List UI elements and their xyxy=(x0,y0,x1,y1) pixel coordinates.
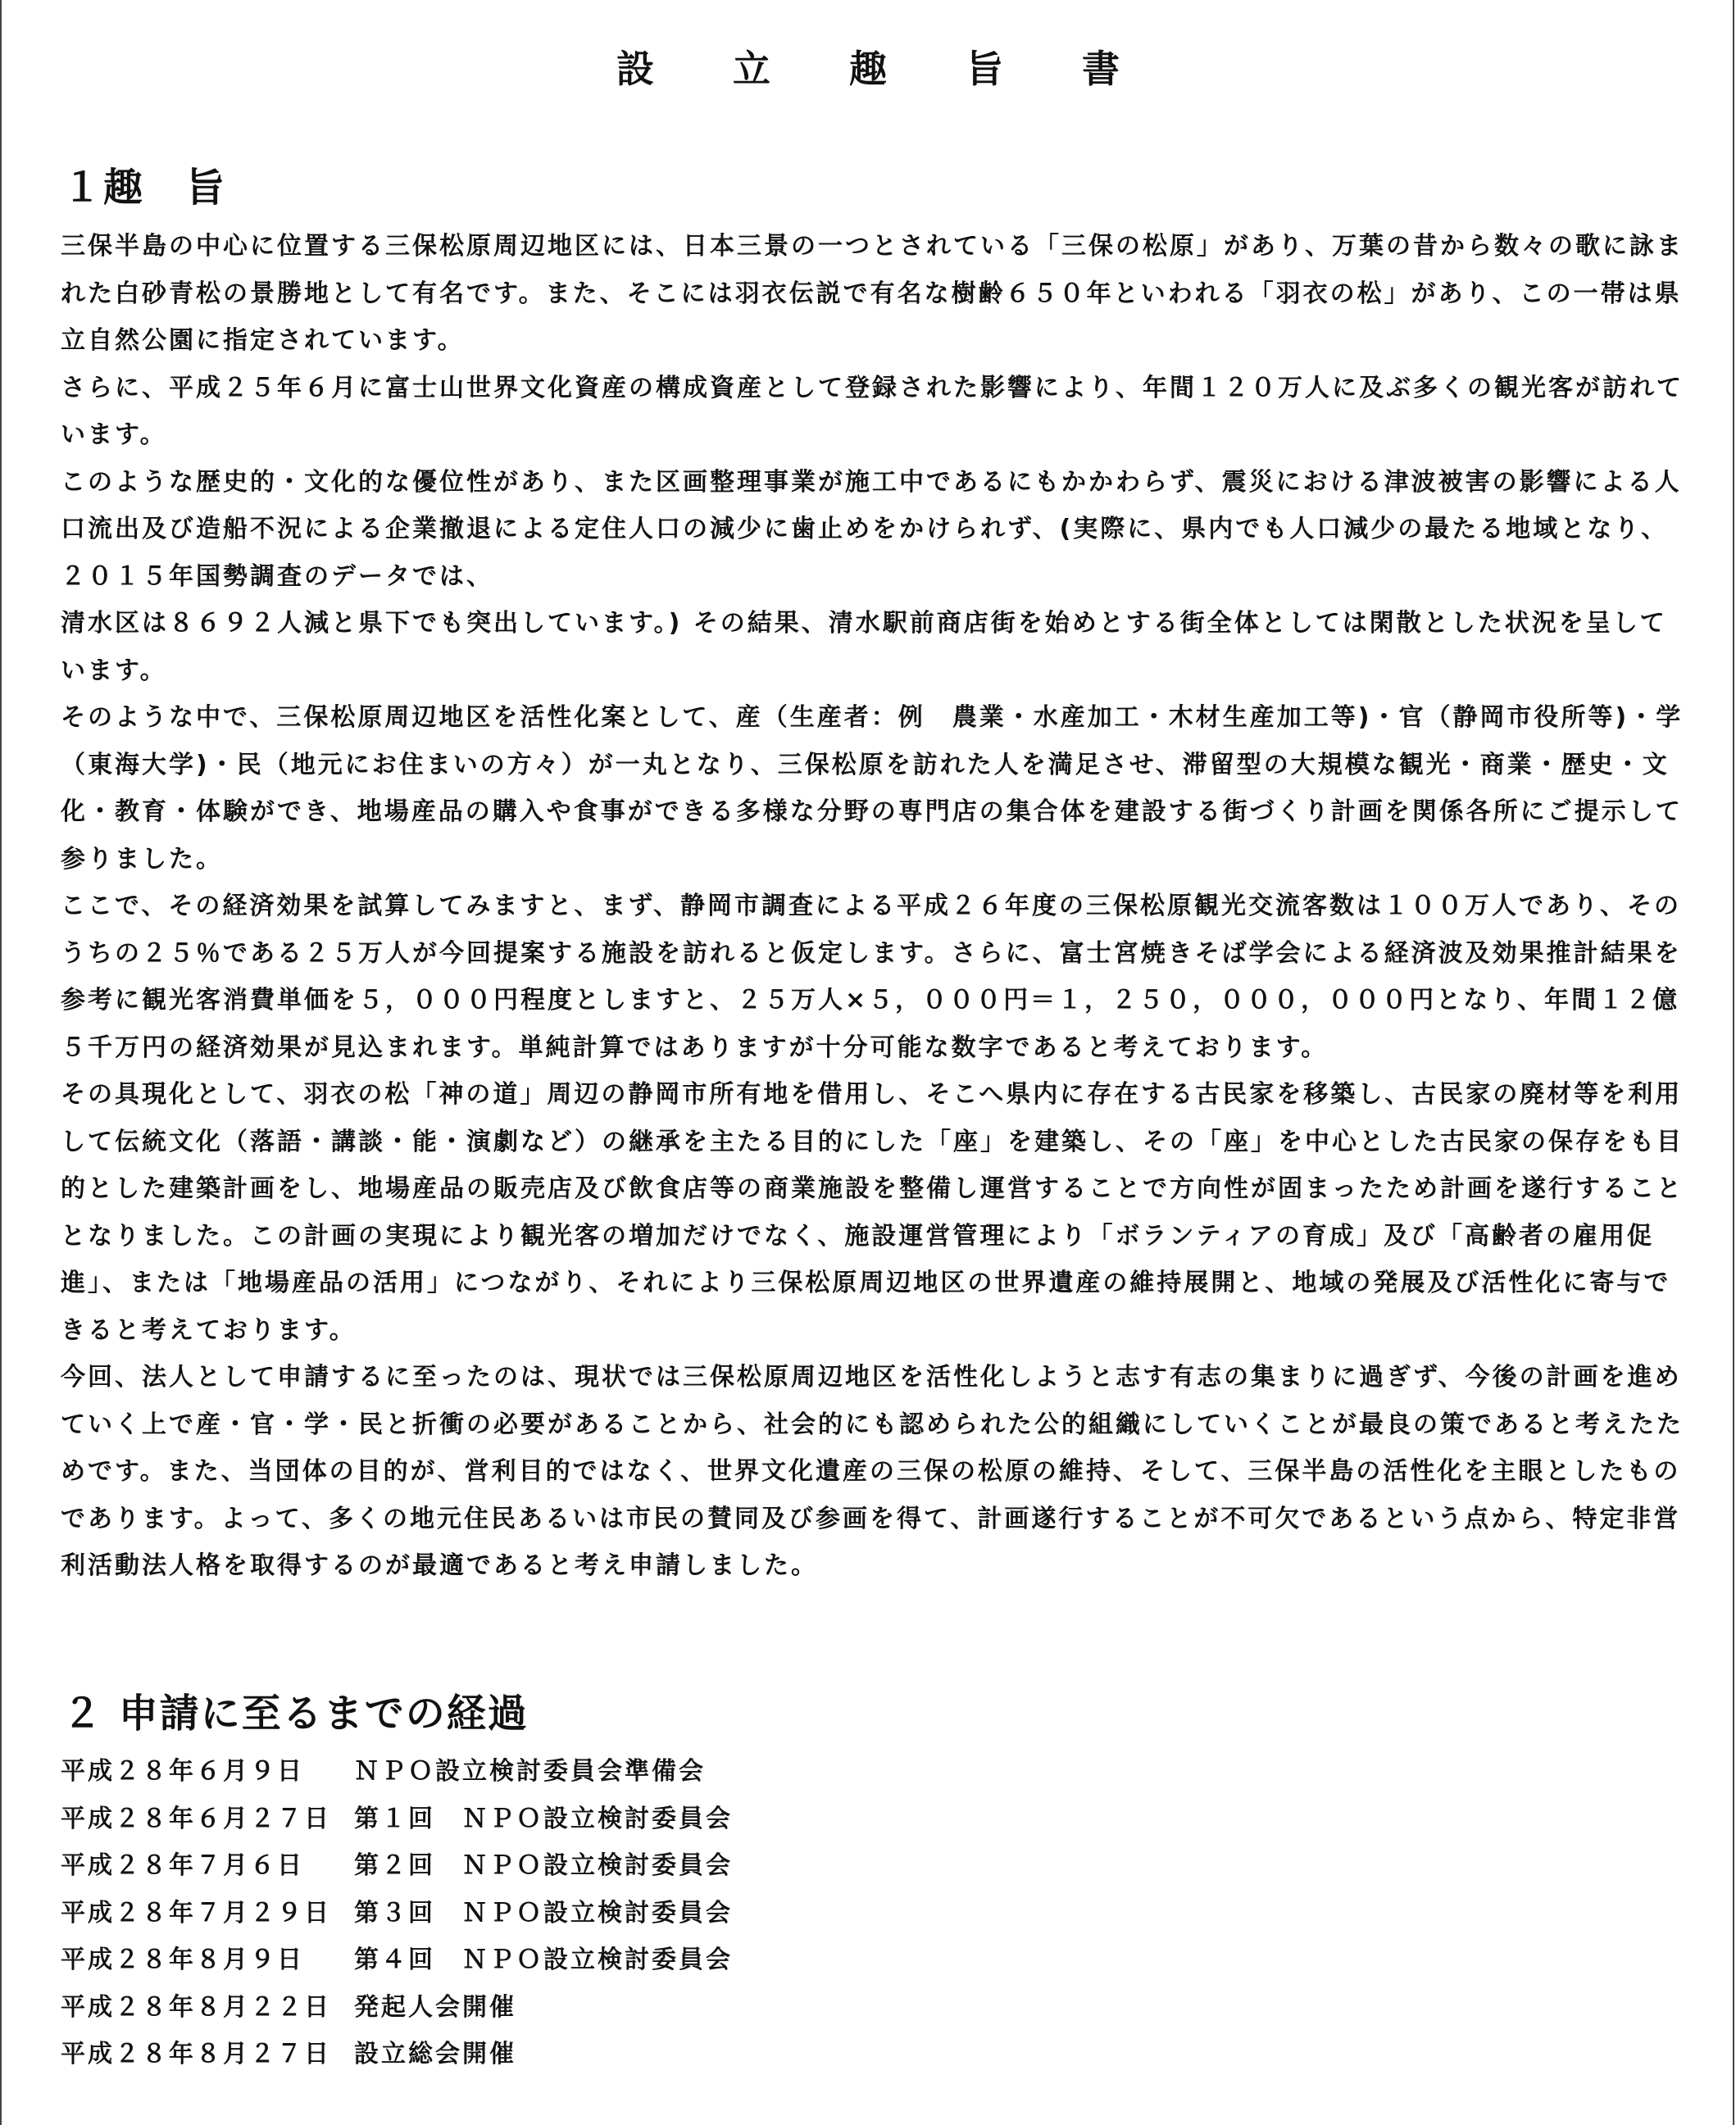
purpose-body xyxy=(61,223,1687,1590)
history-item xyxy=(61,1842,733,1890)
history-event: 第１回 ＮＰＯ設立検討委員会 xyxy=(354,1804,733,1833)
history-date: 平成２８年６月２７日 xyxy=(61,1804,331,1833)
paragraph: このような歴史的・文化的な優位性があり、また区画整理事業が施工中であるにもかかわらず、震災における津波被害の影響による人口流出及び造船不況による企業撤退による定住人口の減少に歯止めをかけられず、(実際に、県内でも人口減少の最たる地域となり、２０１５年国勢調査のデータでは、 xyxy=(61,467,1682,591)
paragraph: 清水区は８６９２人減と県下でも突出しています。) その結果、清水駅前商店街を始めとする街全体としては閑散とした状況を呈しています。 xyxy=(61,609,1667,685)
history-date: 平成２８年８月２７日 xyxy=(61,2040,331,2068)
history-date: 平成２８年６月９日 xyxy=(61,1757,304,1786)
history-date: 平成２８年７月６日 xyxy=(61,1851,304,1880)
history-event: 発起人会開催 xyxy=(354,1992,516,2022)
history-list xyxy=(61,1748,733,2078)
history-event: 第２回 ＮＰＯ設立検討委員会 xyxy=(354,1851,733,1880)
history-event: 設立総会開催 xyxy=(354,2040,516,2068)
history-item xyxy=(61,1984,733,2032)
history-item xyxy=(61,2031,733,2078)
history-item xyxy=(61,1796,733,1843)
history-item xyxy=(61,1748,733,1796)
paragraph: そのような中で、三保松原周辺地区を活性化案として、産（生産者：例 農業・水産加工・木材生産加工等)・官（静岡市役所等)・学（東海大学)・民（地元にお住まいの方々）が一丸となり、三保松原を訪れた人を満足させ、滞留型の大規模な観光・商業・歴史・文化・教育・体験ができ、地場産品の購入や食事ができる多様な分野の専門店の集合体を建設する街づくり計画を関係各所にご提示して参りました。 xyxy=(61,703,1684,874)
section-heading-purpose: １趣 旨 xyxy=(62,165,227,211)
history-item xyxy=(61,1890,733,1937)
history-event: ＮＰＯ設立検討委員会準備会 xyxy=(354,1757,706,1786)
section-heading-history: ２ 申請に至るまでの経過 xyxy=(62,1691,529,1737)
history-event: 第３回 ＮＰＯ設立検討委員会 xyxy=(354,1898,733,1927)
paragraph: さらに、平成２５年６月に富士山世界文化資産の構成資産として登録された影響により、年間１２０万人に及ぶ多くの観光客が訪れています。 xyxy=(61,373,1684,449)
history-date: 平成２８年８月２２日 xyxy=(61,1992,331,2022)
history-item xyxy=(61,1937,733,1984)
paragraph: 三保半島の中心に位置する三保松原周辺地区には、日本三景の一つとされている「三保の松原」があり、万葉の昔から数々の歌に詠まれた白砂青松の景勝地として有名です。また、そこには羽衣伝説で有名な樹齢６５０年といわれる「羽衣の松」があり、この一帯は県立自然公園に指定されています。 xyxy=(61,232,1684,355)
document-title: 設 立 趣 旨 書 xyxy=(616,47,1153,91)
paragraph: その具現化として、羽衣の松「神の道」周辺の静岡市所有地を借用し、そこへ県内に存在する古民家を移築し、古民家の廃材等を利用して伝統文化（落語・講談・能・演劇など）の継承を主たる目的にした「座」を建築し、その「座」を中心とした古民家の保存をも目的とした建築計画をし、地場産品の販売店及び飲食店等の商業施設を整備し運営することで方向性が固まったため計画を遂行することとなりました。この計画の実現により観光客の増加だけでなく、施設運営管理により「ボランティアの育成」及び「高齢者の雇用促進」、または「地場産品の活用」につながり、それにより三保松原周辺地区の世界遺産の維持展開と、地域の発展及び活性化に寄与できると考えております。 xyxy=(61,1080,1684,1345)
paragraph: 今回、法人として申請するに至ったのは、現状では三保松原周辺地区を活性化しようと志す有志の集まりに過ぎず、今後の計画を進めていく上で産・官・学・民と折衝の必要があることから、社会的にも認められた公的組織にしていくことが最良の策であると考えたためです。また、当団体の目的が、営利目的ではなく、世界文化遺産の三保の松原の維持、そして、三保半島の活性化を主眼としたものであります。よって、多くの地元住民あるいは市民の賛同及び参画を得て、計画遂行することが不可欠であるという点から、特定非営利活動法人格を取得するのが最適であると考え申請しました。 xyxy=(61,1363,1684,1580)
paragraph: ここで、その経済効果を試算してみますと、まず、静岡市調査による平成２６年度の三保松原観光交流客数は１００万人であり、そのうちの２５％である２５万人が今回提案する施設を訪れると仮定します。さらに、富士宮焼きそば学会による経済波及効果推計結果を参考に観光客消費単価を５，０００円程度としますと、２５万人×５，０００円＝１，２５０，０００，０００円となり、年間１２億５千万円の経済効果が見込まれます。単純計算ではありますが十分可能な数字であると考えております。 xyxy=(61,892,1682,1062)
history-event: 第４回 ＮＰＯ設立検討委員会 xyxy=(354,1946,733,1974)
history-date: 平成２８年７月２９日 xyxy=(61,1898,331,1927)
history-date: 平成２８年８月９日 xyxy=(61,1946,304,1974)
